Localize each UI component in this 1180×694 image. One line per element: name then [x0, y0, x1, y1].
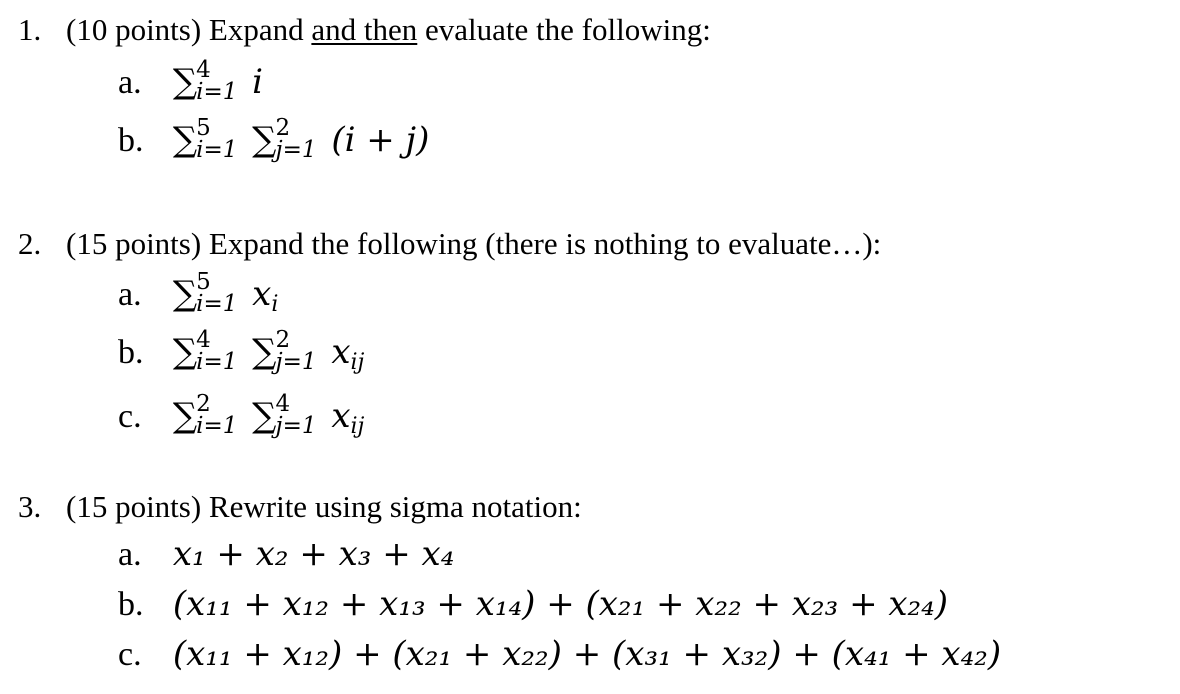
sum-variable-subscript: ij — [350, 413, 365, 439]
sum-term: i — [252, 61, 264, 102]
item-label: b. — [118, 586, 144, 623]
sigma-sum-inner — [252, 327, 320, 375]
sum-lower-limit: j=1 — [275, 136, 317, 163]
expression: x₁ + x₂ + x₃ + x₄ — [172, 534, 455, 574]
sum-variable-subscript: ij — [350, 349, 365, 375]
sum-upper-limit: 5 — [196, 115, 211, 141]
sum-variable: x — [331, 331, 351, 372]
sigma-sum — [172, 57, 242, 105]
question-2 — [18, 228, 881, 259]
q3-item-c — [118, 634, 1001, 674]
sigma-sum — [172, 269, 242, 317]
sigma-symbol: ∑ — [172, 119, 198, 160]
sigma-symbol: ∑ — [172, 331, 198, 372]
sum-variable-subscript: i — [271, 291, 279, 317]
q2-item-b — [118, 327, 365, 375]
q1-item-b — [118, 115, 430, 163]
q2-item-a — [118, 269, 279, 317]
question-number: 2. — [18, 226, 42, 261]
expression: (x₁₁ + x₁₂) + (x₂₁ + x₂₂) + (x₃₁ + x₃₂) + (x₄₁ + x₄₂) — [172, 634, 1002, 674]
question-title-underlined: and then — [311, 12, 418, 47]
sum-lower-limit: i=1 — [196, 78, 238, 105]
item-label: c. — [118, 636, 142, 673]
sum-lower-limit: i=1 — [196, 348, 238, 375]
sigma-symbol: ∑ — [172, 395, 198, 436]
sum-lower-limit: j=1 — [275, 348, 317, 375]
question-title-pre: (10 points) Expand — [66, 12, 312, 47]
sum-upper-limit: 2 — [275, 327, 291, 353]
sigma-symbol: ∑ — [172, 273, 198, 314]
sum-upper-limit: 2 — [275, 115, 291, 141]
sigma-symbol: ∑ — [252, 395, 277, 436]
question-title-post: evaluate the following: — [417, 12, 711, 47]
question-3 — [18, 491, 582, 522]
sum-lower-limit: i=1 — [196, 290, 238, 317]
sigma-sum-outer — [172, 327, 242, 375]
sigma-symbol: ∑ — [252, 119, 277, 160]
q1-item-a — [118, 57, 264, 105]
item-label: b. — [118, 333, 144, 371]
sum-upper-limit: 4 — [196, 327, 211, 353]
expression: (x₁₁ + x₁₂ + x₁₃ + x₁₄) + (x₂₁ + x₂₂ + x₂₃ + x₂₄) — [172, 584, 949, 624]
question-number: 1. — [18, 12, 42, 47]
question-title: (15 points) Rewrite using sigma notation: — [66, 489, 582, 524]
q3-item-a — [118, 534, 454, 574]
sum-variable: x — [331, 395, 351, 436]
sigma-sum-inner — [252, 115, 320, 163]
sum-lower-limit: j=1 — [275, 412, 317, 439]
question-title: (15 points) Expand the following (there is nothing to evaluate…): — [66, 226, 882, 261]
sum-lower-limit: i=1 — [196, 136, 238, 163]
item-label: c. — [118, 397, 142, 435]
sum-upper-limit: 4 — [196, 57, 211, 83]
sum-upper-limit: 5 — [196, 269, 211, 295]
sum-upper-limit: 4 — [275, 391, 291, 417]
sigma-sum-inner — [252, 391, 320, 439]
sigma-sum-outer — [172, 115, 242, 163]
question-1 — [18, 14, 711, 45]
q2-item-c — [118, 391, 365, 439]
sigma-symbol: ∑ — [172, 61, 198, 102]
sigma-sum-outer — [172, 391, 242, 439]
item-label: a. — [118, 536, 142, 573]
sum-term: (i + j) — [331, 119, 430, 160]
item-label: a. — [118, 63, 142, 101]
item-label: b. — [118, 121, 144, 159]
question-number: 3. — [18, 489, 42, 524]
item-label: a. — [118, 275, 142, 313]
sum-variable: x — [252, 273, 272, 314]
sigma-symbol: ∑ — [252, 331, 277, 372]
sum-lower-limit: i=1 — [196, 412, 238, 439]
sum-upper-limit: 2 — [196, 391, 211, 417]
q3-item-b — [118, 584, 948, 624]
